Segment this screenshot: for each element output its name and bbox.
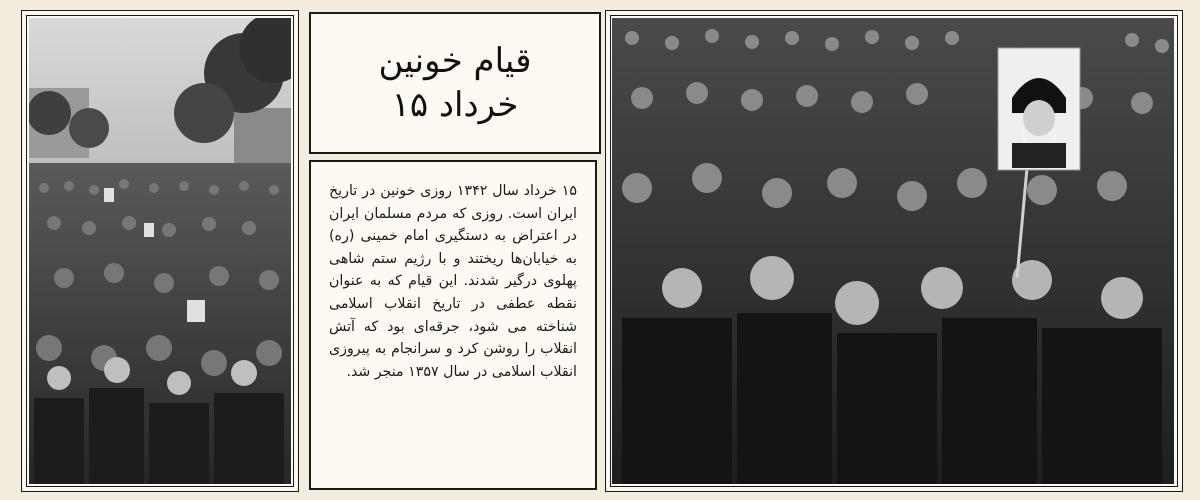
right-photo-crowd (612, 18, 1174, 484)
article-title-line-2: خرداد ۱۵ (391, 85, 519, 125)
right-photo-image (612, 18, 1174, 484)
left-photo-image (29, 18, 291, 484)
article-body-text: ۱۵ خرداد سال ۱۳۴۲ روزی خونین در تاریخ ایران است. روزی که مردم مسلمان ایران در اعتراض به دستگیری امام خمینی (ره) به خیابان‌ها ریختند و با رژیم ستم شاهی پهلوی درگیر شدند. این قیام که به عنوان نقطه عطفی در تاریخ انقلاب اسلامی شناخته می شود، جرقه‌ای بود که آتش انقلاب را روشن کرد و سرانجام به پیروزی انقلاب اسلامی در سال ۱۳۵۷ منجر شد. (329, 183, 577, 380)
article-body-box (309, 160, 597, 490)
left-photo-street-protest (29, 18, 291, 484)
article-title-box (309, 12, 601, 154)
article-title-line-1: قیام خونین (378, 41, 532, 81)
